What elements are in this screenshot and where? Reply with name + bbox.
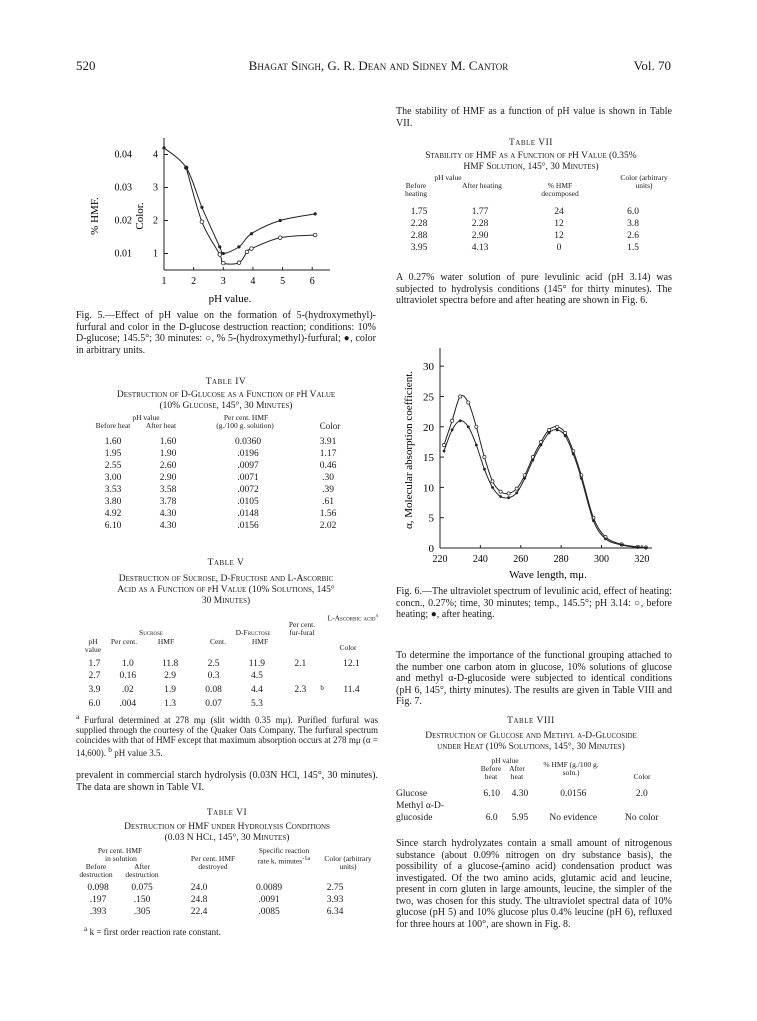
- t5-cell: [320, 698, 327, 710]
- t8-cell: 4.30: [511, 789, 529, 799]
- t6-cell: 0.098: [87, 883, 109, 893]
- t4-row: [88, 496, 358, 508]
- t5-cell: 12.1: [343, 659, 360, 669]
- t5-head-ascorbic: L-Ascorbic acid$^a$: [327, 612, 379, 623]
- t4-cell: 3.78: [159, 497, 177, 507]
- t4-cell: 6.10: [104, 521, 122, 531]
- t4-cell: .0072: [237, 485, 259, 495]
- t5-cell: 2.9: [164, 671, 177, 681]
- fig5-color-point: [279, 219, 282, 222]
- fig5-x-label: pH value.: [208, 293, 252, 305]
- t8-head-hmf: % HMF (g./100 g. soln.): [543, 760, 599, 777]
- t4-row: [88, 448, 358, 460]
- fig5-y-left-tick-label: 0.04: [114, 149, 132, 161]
- table-7-subtitle-line1: Stability of HMF as a Function of pH Value (0.35%: [425, 151, 637, 161]
- t5-cell: 11.8: [161, 659, 179, 669]
- t4-cell: 1.17: [319, 449, 337, 459]
- t7-cell: 2.88: [410, 231, 428, 241]
- fig5-y-right-tick-label: 4: [153, 149, 158, 161]
- t6-cell: 24.8: [190, 895, 208, 905]
- fig6-y-tick-label: 0: [428, 543, 434, 555]
- t7-cell: 3.95: [410, 243, 428, 253]
- t4-head-after: After heat: [145, 421, 177, 430]
- t5-footnote-b: $^b$ pH value 3.5.: [108, 745, 163, 758]
- fig5-y-left-tick-label: 0.02: [114, 215, 132, 227]
- fig6-before-point: [491, 480, 494, 483]
- table-5-title: Table V: [207, 558, 245, 568]
- fig6-before-point: [475, 425, 478, 428]
- table-7-subtitle-line2: HMF Solution, 145°, 30 Minutes): [463, 162, 599, 172]
- table-8-title: Table VIII: [507, 716, 555, 726]
- fig6-x-tick-label: 320: [634, 554, 650, 565]
- table-7: [396, 206, 672, 254]
- fig5-y-right-tick-label: 3: [153, 182, 158, 194]
- t4-cell: 2.60: [159, 461, 177, 471]
- table-7-body: [396, 206, 666, 254]
- t5-cell: 1.3: [164, 699, 177, 710]
- t4-cell: 2.02: [319, 521, 337, 531]
- t7-cell: 1.5: [627, 243, 639, 253]
- fig5-hmf-point: [221, 261, 225, 265]
- table-5-body: [80, 658, 376, 710]
- fig6-after-point: [636, 546, 639, 549]
- t7-head-color: Color (arbitrary units): [620, 173, 668, 190]
- t4-head-before: Before heat: [95, 421, 131, 430]
- fig5-hmf-point: [200, 220, 204, 224]
- fig6-after-point: [491, 486, 494, 489]
- t5-cell: 1.9: [164, 685, 177, 696]
- t8-cell: 5.95: [511, 813, 529, 823]
- t5-cell: 1.7: [88, 659, 101, 669]
- fig6-before-point: [483, 455, 486, 458]
- t8-cell: Glucose: [396, 789, 428, 799]
- t6-row: [76, 906, 366, 918]
- fig6-after-point: [572, 453, 575, 456]
- fig5-color-line: [164, 148, 315, 254]
- t5-row: [80, 670, 376, 682]
- t7-head-hmf: % HMF decomposed: [541, 181, 579, 198]
- t6-cell: .0085: [258, 907, 280, 917]
- volume-label: Vol. 70: [633, 58, 671, 73]
- t5-cell: [320, 670, 327, 682]
- fig6-after-point: [645, 547, 648, 550]
- fig5-hmf-point: [250, 247, 254, 251]
- t4-cell: 1.56: [319, 509, 337, 519]
- t8-head-ph: pH value: [491, 756, 519, 765]
- fig6-after-point: [548, 431, 551, 434]
- t4-cell: 0.46: [319, 461, 337, 471]
- fig6-before-point: [451, 419, 454, 422]
- t5-head-furfural: Per cent. fur-fural: [288, 620, 316, 637]
- figure-5-caption: Fig. 5.—Effect of pH value on the formation of 5-(hydroxymethyl)-furfural and color in the D-glucose destruction reaction; conditions: 10% D-glucose; 145.5°; 30 minutes: ○, % 5-(hydroxymethyl)-furfural; ●, color in arbitrary units.: [76, 310, 376, 356]
- t5-head-fructose: D-Fructose: [235, 628, 271, 637]
- fig5-color-point: [218, 245, 221, 248]
- t7-head-before: Before heating: [404, 181, 428, 198]
- t4-head-hmf2: (g./100 g. solution): [216, 421, 274, 430]
- t6-head-after: After destruction: [125, 862, 159, 879]
- fig5-color-point: [237, 245, 240, 248]
- right-paragraph-4: Since starch hydrolyzates contain a small amount of nitrogenous substance (about 0.09% nitrogen on dry substance basis), the possibility of a glucose-(amino acid) condensation product was investigated. Of the two amino acids, glutamic acid and leucine, present in corn gluten in large amounts, leucine, the simpler of the two, was chosen for this study. The ultraviolet spectral data of 10% glucose (pH 5) and 10% glucose plus 0.4% leucine (pH 6), refluxed for three hours at 100°, are shown in Fig. 8.: [396, 838, 672, 930]
- t8-row: [396, 800, 672, 824]
- t5-cell: 2.3: [294, 685, 307, 696]
- t5-head-ph: pH value: [84, 637, 102, 654]
- t5-cell: 0.07: [205, 699, 222, 710]
- t8-head-before: Before heat: [480, 764, 502, 781]
- fig6-y-tick-label: 30: [423, 361, 434, 374]
- t7-cell: 2.90: [471, 231, 489, 241]
- t8-cell: 6.0: [485, 813, 498, 823]
- t7-cell: 12: [554, 219, 564, 229]
- figure-5-chart: [80, 130, 370, 310]
- running-title: Bhagat Singh, G. R. Dean and Sidney M. Cantor: [248, 58, 509, 73]
- t6-head-percent: Per cent. HMF: [97, 846, 143, 855]
- t6-cell: .197: [89, 895, 107, 905]
- fig6-before-point: [499, 490, 502, 493]
- t4-cell: 4.30: [159, 509, 177, 519]
- fig5-color-point: [250, 232, 253, 235]
- t4-cell: .0071: [237, 473, 259, 483]
- page-number: 520: [76, 58, 96, 73]
- t5-head-percent: Per cent.: [110, 637, 138, 646]
- t4-row: [88, 508, 358, 520]
- fig6-x-tick-label: 240: [472, 554, 488, 565]
- left-paragraph: prevalent in commercial starch hydrolysis (0.03N HCl, 145°, 30 minutes). The data are shown in Table VI.: [76, 770, 378, 793]
- t4-row: [88, 436, 358, 448]
- fig5-hmf-point: [218, 253, 222, 257]
- t5-head: [80, 612, 380, 658]
- t6-head-destroyed: Per cent. HMF destroyed: [190, 854, 236, 871]
- table-7-subtitle: [390, 151, 672, 173]
- fig5-x-tick-label: 5: [280, 276, 286, 287]
- table-8-body: [396, 788, 672, 824]
- t5-row: [80, 682, 376, 698]
- table-4-title: Table IV: [205, 377, 247, 387]
- table-4: [88, 414, 368, 532]
- t7-cell: 3.8: [627, 219, 639, 229]
- fig6-axes: [423, 348, 652, 565]
- fig6-y-label: α, Molecular absorption coefficient.: [403, 371, 415, 529]
- fig6-before-point: [467, 401, 470, 404]
- t6-head-insol: in solution: [105, 854, 137, 863]
- fig5-color-point: [185, 166, 188, 169]
- t6-head-before: Before destruction: [79, 862, 113, 879]
- t6-cell: 0.075: [131, 883, 153, 893]
- fig6-after-point: [499, 495, 502, 498]
- t5-cell: b: [320, 684, 324, 692]
- t6-cell: .0091: [258, 895, 280, 905]
- t6-cell: 6.34: [326, 907, 344, 917]
- fig5-hmf-point: [278, 236, 282, 240]
- t4-cell: 1.90: [159, 449, 177, 459]
- fig5-color-point: [162, 146, 165, 149]
- table-4-body: [88, 436, 358, 532]
- t4-cell: 3.91: [319, 437, 337, 447]
- fig6-before-point: [507, 492, 510, 495]
- t5-cell: 6.0: [88, 699, 101, 710]
- t6-head: [76, 847, 378, 881]
- t4-cell: 2.55: [104, 461, 122, 471]
- t8-cell: 6.10: [483, 789, 500, 799]
- fig6-before-line: [444, 395, 646, 547]
- fig5-x-tick-label: 1: [161, 276, 167, 287]
- fig6-after-point: [467, 425, 470, 428]
- fig5-y-right-tick-label: 2: [153, 215, 158, 227]
- t5-cell: 2.5: [207, 659, 220, 669]
- figure-6-chart: [400, 340, 672, 588]
- t7-cell: 12: [554, 231, 564, 241]
- fig6-after-point: [451, 428, 454, 431]
- t5-footnote-a: $^a$ Furfural determined at 278 mμ (slit width 0.35 mμ). Purified furfural was supplied through the courtesy of the Quaker Oats Company. The furfural spectrum coincides with that of HMF except that maximum absorption occurs at 278 mμ (α = 14,600).: [76, 712, 378, 758]
- t6-cell: .305: [133, 907, 151, 917]
- fig5-y-left-tick-label: 0.01: [114, 248, 132, 260]
- fig5-y-left-tick-label: 0.03: [114, 182, 132, 194]
- fig6-before-point: [547, 428, 550, 431]
- t8-row: [396, 788, 672, 800]
- t6-cell: 22.4: [190, 907, 208, 917]
- t7-cell: 2.6: [627, 231, 639, 241]
- fig5-axes: [115, 138, 331, 287]
- table-5: [80, 658, 380, 710]
- fig5-hmf-point: [313, 233, 317, 237]
- t4-cell: 4.30: [159, 521, 177, 531]
- t7-row: [396, 230, 666, 242]
- t4-head-color: Color: [319, 421, 341, 431]
- t4-head-ph: pH value: [132, 413, 160, 422]
- fig6-x-tick-label: 280: [553, 554, 569, 565]
- fig5-y-right-tick-label: 1: [153, 248, 158, 260]
- t7-cell: 0: [556, 243, 562, 253]
- t5-head-hmf: HMF: [157, 637, 175, 646]
- t5-row: [80, 658, 376, 670]
- t4-row: [88, 484, 358, 496]
- t5-cell: [327, 698, 376, 710]
- t8-cell: 0.0156: [560, 789, 587, 799]
- t8-head: [396, 757, 672, 785]
- t4-cell: .30: [322, 473, 334, 483]
- fig6-x-tick-label: 300: [594, 554, 610, 565]
- t6-row: [76, 882, 366, 894]
- fig5-hmf-point: [237, 261, 241, 265]
- t7-cell: 2.28: [410, 219, 428, 229]
- fig5-color-point: [200, 206, 203, 209]
- t8-cell: No color: [625, 813, 659, 823]
- t7-row: [396, 206, 666, 218]
- fig6-y-tick-label: 10: [423, 482, 434, 495]
- table-6-subtitle: [76, 822, 378, 844]
- fig6-after-point: [475, 444, 478, 447]
- table-5-subtitle: [76, 574, 376, 607]
- fig6-after-point: [620, 544, 623, 547]
- table-6-subtitle-line2: (0.03 N HCl, 145°, 30 Minutes): [164, 833, 290, 843]
- t7-row: [396, 218, 666, 230]
- t6-cell: .393: [89, 907, 107, 917]
- right-paragraph-3: To determine the importance of the functional grouping attached to the number one carbon atom in glucose, 10% solutions of glucose and methyl α-D-glucoside were subjected to identical conditions (pH 6, 145°, thirty minutes). The results are given in Table VIII and Fig. 7.: [396, 650, 672, 707]
- fig6-x-tick-label: 260: [513, 554, 529, 565]
- t5-cell: 0.3: [207, 671, 220, 681]
- fig6-x-tick-label: 220: [432, 554, 448, 565]
- t4-cell: 3.58: [159, 485, 177, 495]
- t4-cell: 4.92: [104, 509, 122, 519]
- fig5-x-tick-label: 2: [191, 276, 197, 287]
- fig6-after-point: [443, 450, 446, 453]
- t7-head: [396, 174, 672, 204]
- table-5-subtitle-line3: 30 Minutes): [201, 596, 251, 606]
- fig6-after-point: [483, 468, 486, 471]
- t5-cell: 0.16: [119, 671, 137, 681]
- t5-head-hmf2: HMF: [251, 637, 269, 646]
- table-4-subtitle-line2: (10% Glucose, 145°, 30 Minutes): [159, 401, 293, 411]
- fig6-before-point: [515, 487, 518, 490]
- fig6-after-point: [507, 496, 510, 499]
- t4-cell: 3.00: [104, 473, 122, 483]
- t6-head-color: Color (arbitrary units): [324, 854, 372, 871]
- t5-head-color: Color: [339, 643, 357, 652]
- fig6-y-tick-label: 20: [423, 421, 434, 434]
- t5-cell: 11.4: [343, 685, 360, 696]
- t4-cell: 0.0360: [234, 437, 262, 447]
- fig5-y-left-label: % HMF.: [89, 197, 101, 235]
- t4-cell: .0196: [237, 449, 259, 459]
- fig5-x-tick-label: 4: [250, 276, 256, 287]
- table-8-subtitle-line1: Destruction of Glucose and Methyl α-D-Glucoside: [425, 731, 637, 741]
- t7-cell: 4.13: [471, 243, 489, 253]
- right-paragraph-2: A 0.27% water solution of pure levulinic acid (pH 3.14) was subjected to hydrolysis conditions (145° for thirty minutes). The ultraviolet spectra before and after heating are shown in Fig. 6.: [396, 272, 672, 306]
- t4-cell: 1.60: [104, 437, 122, 447]
- t4-cell: .0156: [237, 521, 259, 531]
- t5-cell: 0.08: [205, 685, 222, 696]
- t4-row: [88, 472, 358, 484]
- t6-row: [76, 894, 366, 906]
- fig6-after-point: [515, 491, 518, 494]
- fig6-y-tick-label: 25: [423, 391, 434, 404]
- table-6-body: [76, 882, 366, 918]
- t5-cell: 5.3: [250, 699, 263, 710]
- table-4-subtitle-line1: Destruction of D-Glucose as a Function of pH Value: [116, 390, 336, 400]
- t4-cell: .39: [322, 485, 334, 495]
- t7-head-after: After heating: [462, 181, 502, 190]
- fig6-y-tick-label: 15: [423, 452, 434, 465]
- figure-6-caption: Fig. 6.—The ultraviolet spectrum of levulinic acid, effect of heating: concn., 0.27%; time, 30 minutes; temp., 145.5°; pH 3.14: ○, before heating; ●, after heating.: [396, 586, 672, 620]
- t4-cell: 3.80: [104, 497, 122, 507]
- table-5-footnotes: [76, 712, 378, 758]
- table-5-subtitle-line2: Acid as a Function of pH Value (10% Solutions, 145°: [117, 585, 335, 595]
- t5-cell: 4.5: [250, 671, 263, 681]
- table-8: [396, 788, 672, 824]
- t7-cell: 24: [554, 207, 564, 217]
- t4-row: [88, 460, 358, 472]
- table-6-footnote: $^a$ k = first order reaction rate constant.: [84, 924, 221, 937]
- t5-cell: 11.9: [248, 659, 266, 669]
- t7-cell: 2.28: [471, 219, 489, 229]
- t5-cell: [327, 670, 376, 682]
- t4-cell: .0105: [237, 497, 259, 507]
- t4-row: [88, 520, 358, 532]
- t5-head-cent: Cent.: [209, 637, 227, 646]
- fig5-color-point: [314, 212, 317, 215]
- fig6-after-point: [564, 434, 567, 437]
- table-6-subtitle-line1: Destruction of HMF under Hydrolysis Conditions: [124, 822, 330, 832]
- t8-cell: No evidence: [549, 813, 598, 823]
- t4-cell: .0097: [237, 461, 259, 471]
- t5-cell: 2.1: [294, 659, 307, 669]
- fig6-after-point: [556, 428, 559, 431]
- fig5-color-point: [222, 252, 225, 255]
- fig6-after-line: [444, 421, 646, 548]
- t4-cell: 1.60: [159, 437, 177, 447]
- t5-cell: 1.0: [121, 659, 134, 669]
- t6-cell: 3.93: [326, 895, 344, 905]
- t5-cell: 2.7: [88, 671, 101, 681]
- t8-cell: 2.0: [635, 789, 648, 799]
- t8-head-color: Color: [633, 772, 651, 781]
- fig5-y-right-label: Color.: [134, 202, 146, 230]
- fig5-hmf-point: [245, 250, 249, 254]
- fig6-after-point: [523, 477, 526, 480]
- t8-cell: Methyl α-D-glucoside: [396, 801, 444, 823]
- fig6-after-point: [540, 444, 543, 447]
- fig6-before-point: [459, 395, 462, 398]
- t4-cell: 1.95: [104, 449, 122, 459]
- t7-row: [396, 242, 666, 254]
- table-4-subtitle: [76, 390, 376, 412]
- t7-head-ph: pH value: [434, 173, 462, 182]
- fig5-x-tick-label: 3: [220, 276, 226, 287]
- t4-cell: 2.90: [159, 473, 177, 483]
- right-paragraph-1: The stability of HMF as a function of pH value is shown in Table VII.: [396, 106, 672, 129]
- t4-cell: 3.53: [104, 485, 122, 495]
- t5-head-sucrose: Sucrose: [139, 628, 163, 637]
- t4-head-hmf1: Per cent. HMF: [223, 413, 269, 422]
- fig6-before-point: [556, 425, 559, 428]
- fig6-x-label: Wave length, mμ.: [509, 569, 587, 581]
- t7-cell: 1.75: [410, 207, 428, 217]
- table-8-subtitle-line2: under Heat (10% Solutions, 145°, 30 Minutes): [437, 742, 625, 752]
- table-6-title: Table VI: [206, 808, 248, 818]
- t7-cell: 1.77: [471, 207, 489, 217]
- fig6-after-point: [604, 538, 607, 541]
- t5-cell: 3.9: [88, 685, 101, 696]
- t8-head-after: After heat: [509, 764, 525, 781]
- t5-cell: [320, 658, 327, 670]
- t6-cell: 0.0089: [255, 883, 283, 893]
- t5-cell: [280, 698, 320, 710]
- fig5-x-tick-label: 6: [309, 276, 315, 287]
- fig6-after-point: [592, 519, 595, 522]
- t6-cell: .150: [133, 895, 151, 905]
- t7-cell: 6.0: [627, 207, 639, 217]
- t6-head-rate: Specific reaction rate k, minutes$^{-1a}$: [257, 846, 311, 866]
- t6-cell: 24.0: [190, 883, 208, 893]
- table-8-subtitle: [390, 731, 672, 753]
- fig6-after-point: [531, 459, 534, 462]
- t5-cell: [280, 670, 320, 682]
- t5-row: [80, 698, 376, 710]
- t4-cell: .0148: [237, 509, 259, 519]
- t6-cell: 2.75: [326, 883, 344, 893]
- t5-cell: .02: [121, 685, 134, 696]
- t5-cell: 4.4: [250, 685, 263, 696]
- table-6: [76, 882, 378, 918]
- fig6-before-point: [442, 443, 445, 446]
- t4-cell: .61: [322, 497, 334, 507]
- fig6-after-point: [459, 419, 462, 422]
- table-5-subtitle-line1: Destruction of Sucrose, D-Fructose and L-Ascorbic: [118, 574, 334, 584]
- fig6-y-tick-label: 5: [428, 512, 434, 525]
- table-7-title: Table VII: [509, 138, 553, 148]
- fig6-after-point: [580, 477, 583, 480]
- t5-cell: .004: [119, 699, 137, 710]
